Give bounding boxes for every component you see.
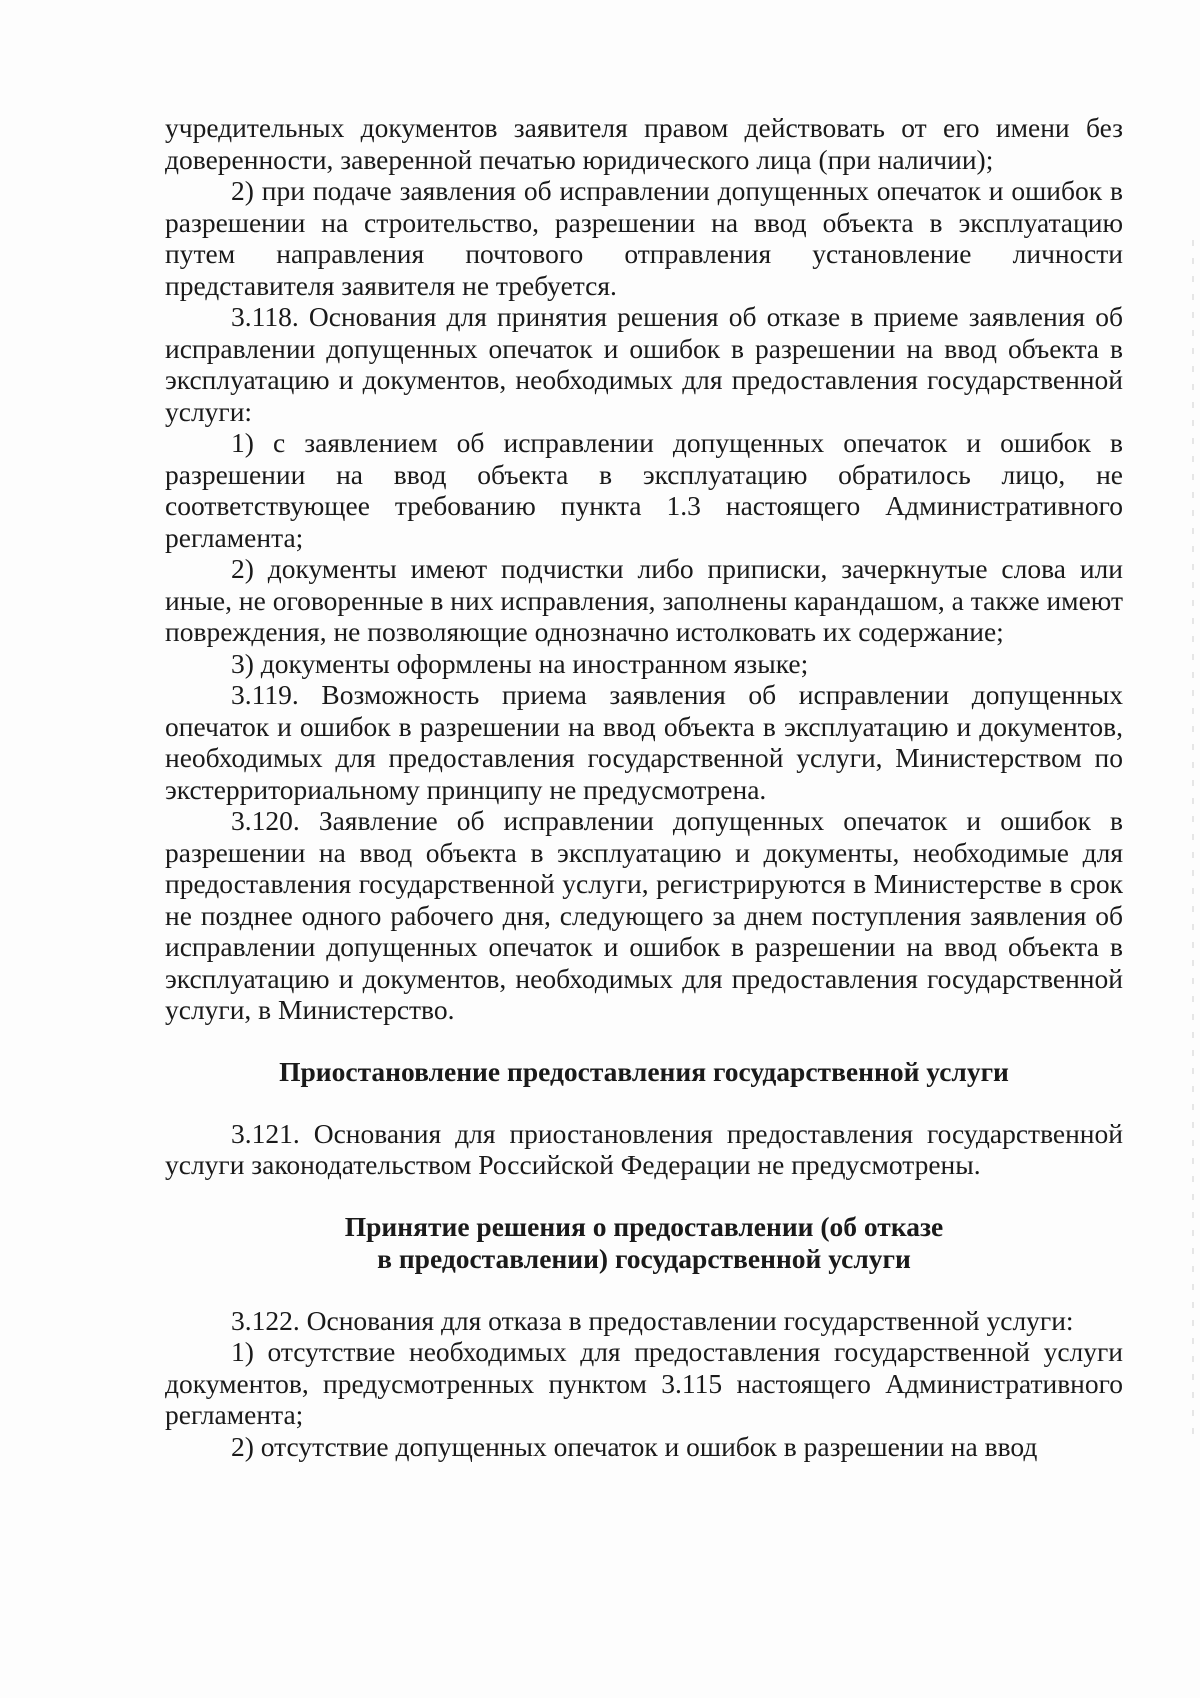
scan-edge-mark — [1192, 240, 1194, 1440]
paragraph-item-3-foreign-language: 3) документы оформлены на иностранном языке; — [231, 647, 809, 679]
section-heading-decision — [165, 1211, 1123, 1275]
paragraph-3-121: 3.121. Основания для приостановления предоставления государственной услуги законодательством Российской Федерации не предусмотрены. — [165, 1117, 1123, 1180]
paragraph-refusal-item-2: 2) отсутствие допущенных опечаток и ошибок в разрешении на ввод — [231, 1430, 1038, 1462]
section-heading-decision-line-2: в предоставлении) государственной услуги — [377, 1242, 911, 1274]
section-heading-decision-line-1: Принятие решения о предоставлении (об отказе — [344, 1210, 944, 1242]
paragraph-item-1-applicant: 1) с заявлением об исправлении допущенных опечаток и ошибок в разрешении на ввод объекта в эксплуатацию обратилось лицо, не соответствующее требованию пункта 1.3 настоящего Административного регламента; — [165, 427, 1123, 553]
document-body — [165, 112, 1123, 1462]
paragraph-continuation: учредительных документов заявителя правом действовать от его имени без доверенности, заверенной печатью юридического лица (при наличии); — [165, 112, 1123, 175]
paragraph-item-2-corrections: 2) документы имеют подчистки либо приписки, зачеркнутые слова или иные, не оговоренные в них исправления, заполнены карандашом, а также имеют повреждения, не позволяющие однозначно истолковать их содержание; — [165, 553, 1123, 647]
paragraph-item-2-postal: 2) при подаче заявления об исправлении допущенных опечаток и ошибок в разрешении на строительство, разрешении на ввод объекта в эксплуатацию путем направления почтового отправления установление личности представителя заявителя не требуется. — [165, 175, 1123, 301]
paragraph-refusal-item-1: 1) отсутствие необходимых для предоставления государственной услуги документов, предусмотренных пунктом 3.115 настоящего Административного регламента; — [165, 1336, 1123, 1430]
paragraph-3-119: 3.119. Возможность приема заявления об исправлении допущенных опечаток и ошибок в разрешении на ввод объекта в эксплуатацию и документов, необходимых для предоставления государственной услуги, Министерством по экстерриториальному принципу не предусмотрена. — [165, 679, 1123, 805]
paragraph-3-120: 3.120. Заявление об исправлении допущенных опечаток и ошибок в разрешении на ввод объекта в эксплуатацию и документы, необходимые для предоставления государственной услуги, регистрируются в Министерстве в срок не позднее одного рабочего дня, следующего за днем поступления заявления об исправлении допущенных опечаток и ошибок в разрешении на ввод объекта в эксплуатацию и документов, необходимых для предоставления государственной услуги, в Министерство. — [165, 805, 1123, 1025]
section-heading-suspension: Приостановление предоставления государственной услуги — [279, 1055, 1009, 1087]
paragraph-3-118: 3.118. Основания для принятия решения об отказе в приеме заявления об исправлении допущенных опечаток и ошибок в разрешении на ввод объекта в эксплуатацию и документов, необходимых для предоставления государственной услуги: — [165, 301, 1123, 427]
paragraph-3-122: 3.122. Основания для отказа в предоставлении государственной услуги: — [231, 1304, 1074, 1336]
